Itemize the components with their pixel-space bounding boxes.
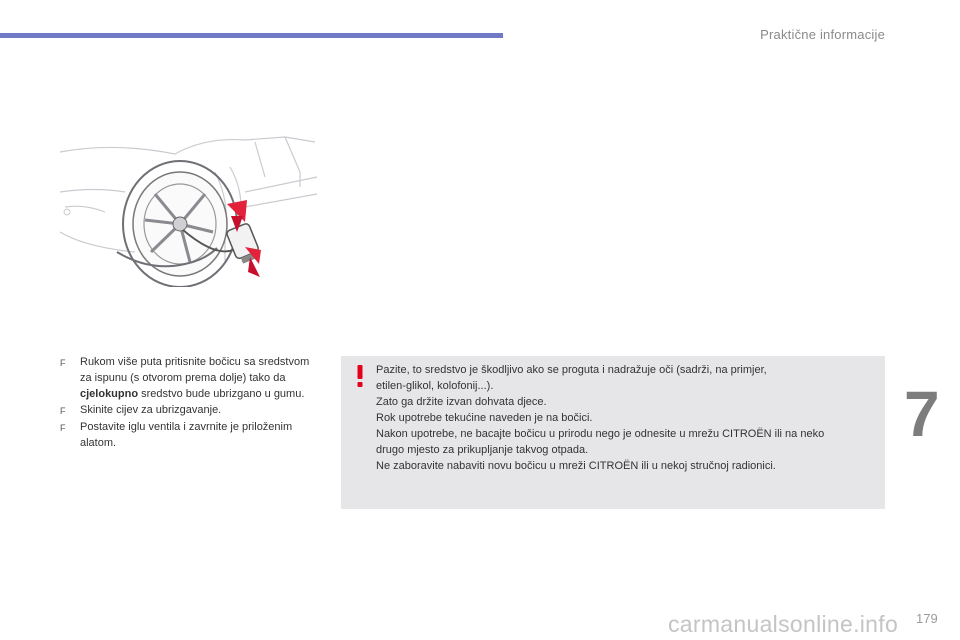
warning-line: drugo mjesto za prikupljanje takvog otpada. xyxy=(376,444,589,456)
step-bullet-icon: F xyxy=(60,406,66,416)
warning-line: etilen-glikol, kolofonij...). xyxy=(376,380,494,392)
warning-box xyxy=(341,356,885,509)
step-bullet-icon: F xyxy=(60,358,66,368)
warning-line: Pazite, to sredstvo je škodljivo ako se proguta i nadražuje oči (sadrži, na primjer, xyxy=(376,364,767,376)
chapter-number: 7 xyxy=(904,378,940,450)
step-text: Skinite cijev za ubrizgavanje. xyxy=(80,404,222,416)
tyre-sealant-illustration xyxy=(55,132,320,287)
exclamation-warning-icon xyxy=(355,365,365,387)
step-item xyxy=(60,419,315,451)
warning-line: Rok upotrebe tekućine naveden je na bočici. xyxy=(376,412,593,424)
warning-line: Ne zaboravite nabaviti novu bočicu u mreži CITROËN ili u nekoj stručnoj radionici. xyxy=(376,460,776,472)
warning-line: Zato ga držite izvan dohvata djece. xyxy=(376,396,547,408)
page-header-title: Praktične informacije xyxy=(760,27,885,42)
step-item xyxy=(60,354,315,402)
header-accent-bar xyxy=(0,33,503,38)
instruction-steps xyxy=(60,354,315,451)
step-bullet-icon: F xyxy=(60,423,66,433)
warning-text xyxy=(376,362,881,474)
watermark: carmanualsonline.info xyxy=(668,611,899,637)
step-text: Rukom više puta pritisnite bočicu sa sredstvom za ispunu (s otvorom prema dolje) tako da cjelokupno sredstvo bude ubrizgano u gumu. xyxy=(80,356,310,400)
page-number: 179 xyxy=(916,611,938,626)
step-item xyxy=(60,402,315,419)
step-text: Postavite iglu ventila i zavrnite je priloženim alatom. xyxy=(80,421,293,449)
warning-line: Nakon upotrebe, ne bacajte bočicu u prirodu nego je odnesite u mrežu CITROËN ili na neko xyxy=(376,428,825,440)
